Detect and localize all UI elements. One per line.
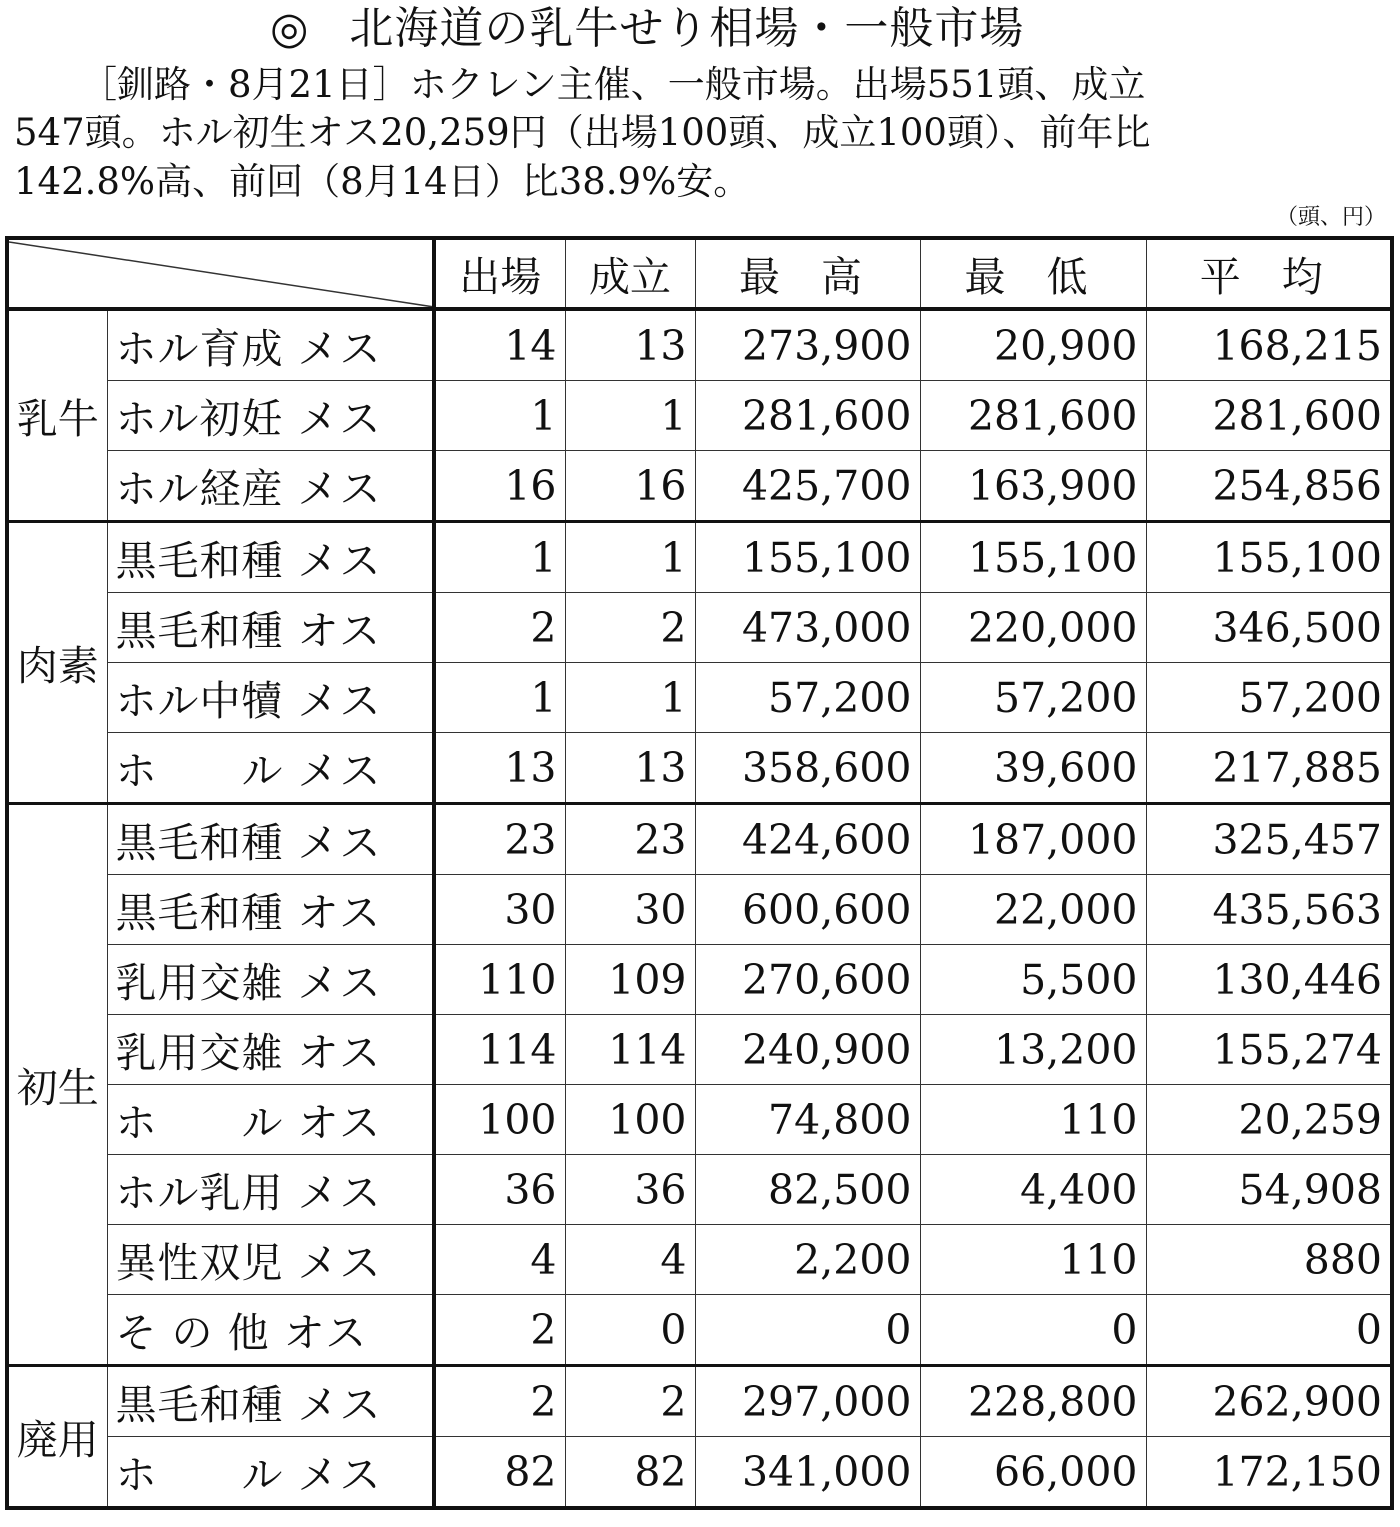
seiritsu-cell: 1 xyxy=(565,522,695,593)
category-cell: 廃用 xyxy=(7,1366,107,1509)
table-row xyxy=(7,663,1392,733)
max-cell: 2,200 xyxy=(695,1225,920,1295)
min-cell: 155,100 xyxy=(920,522,1146,593)
unit-note: （頭、円） xyxy=(1275,205,1386,230)
avg-cell: 254,856 xyxy=(1146,451,1392,522)
seiritsu-cell: 23 xyxy=(565,804,695,875)
max-cell: 270,600 xyxy=(695,945,920,1015)
group-2 xyxy=(7,804,1392,1366)
max-cell: 155,100 xyxy=(695,522,920,593)
shutsujo-cell: 1 xyxy=(434,522,565,593)
shutsujo-cell: 2 xyxy=(434,1295,565,1366)
item-cell: 黒毛和種 メス xyxy=(107,1366,434,1437)
min-cell: 163,900 xyxy=(920,451,1146,522)
min-cell: 4,400 xyxy=(920,1155,1146,1225)
item-cell: ホ ル メス xyxy=(107,733,434,804)
min-cell: 220,000 xyxy=(920,593,1146,663)
item-cell: ホル中犢 メス xyxy=(107,663,434,733)
avg-cell: 20,259 xyxy=(1146,1085,1392,1155)
title-mark-icon: ◎ xyxy=(270,3,310,54)
shutsujo-cell: 16 xyxy=(434,451,565,522)
max-cell: 57,200 xyxy=(695,663,920,733)
table-row xyxy=(7,1155,1392,1225)
category-cell: 乳牛 xyxy=(7,309,107,522)
header-avg: 平 均 xyxy=(1146,238,1392,309)
shutsujo-cell: 14 xyxy=(434,309,565,381)
seiritsu-cell: 109 xyxy=(565,945,695,1015)
category-cell: 肉素 xyxy=(7,522,107,804)
header-row xyxy=(7,238,1392,309)
avg-cell: 281,600 xyxy=(1146,381,1392,451)
table-row xyxy=(7,1437,1392,1509)
shutsujo-cell: 36 xyxy=(434,1155,565,1225)
group-1 xyxy=(7,522,1392,804)
seiritsu-cell: 114 xyxy=(565,1015,695,1085)
avg-cell: 57,200 xyxy=(1146,663,1392,733)
header-min: 最 低 xyxy=(920,238,1146,309)
shutsujo-cell: 82 xyxy=(434,1437,565,1509)
item-cell: ホ ル メス xyxy=(107,1437,434,1509)
seiritsu-cell: 82 xyxy=(565,1437,695,1509)
avg-cell: 0 xyxy=(1146,1295,1392,1366)
min-cell: 57,200 xyxy=(920,663,1146,733)
shutsujo-cell: 30 xyxy=(434,875,565,945)
group-0 xyxy=(7,309,1392,522)
item-cell: 異性双児 メス xyxy=(107,1225,434,1295)
table-row xyxy=(7,381,1392,451)
item-cell: そ の 他 オス xyxy=(107,1295,434,1366)
header-corner-cell xyxy=(7,238,434,309)
item-cell: ホル経産 メス xyxy=(107,451,434,522)
seiritsu-cell: 13 xyxy=(565,733,695,804)
shutsujo-cell: 2 xyxy=(434,1366,565,1437)
table-row xyxy=(7,1366,1392,1437)
shutsujo-cell: 1 xyxy=(434,381,565,451)
min-cell: 66,000 xyxy=(920,1437,1146,1509)
lead-line-1-text: ［釧路・8月21日］ホクレン主催、一般市場。出場551頭、成立 xyxy=(80,63,1146,106)
table-row xyxy=(7,945,1392,1015)
max-cell: 341,000 xyxy=(695,1437,920,1509)
shutsujo-cell: 4 xyxy=(434,1225,565,1295)
avg-cell: 346,500 xyxy=(1146,593,1392,663)
avg-cell: 325,457 xyxy=(1146,804,1392,875)
shutsujo-cell: 23 xyxy=(434,804,565,875)
table-row xyxy=(7,875,1392,945)
header-max: 最 高 xyxy=(695,238,920,309)
min-cell: 0 xyxy=(920,1295,1146,1366)
item-cell: 黒毛和種 メス xyxy=(107,522,434,593)
table-row xyxy=(7,522,1392,593)
min-cell: 110 xyxy=(920,1225,1146,1295)
diagonal-divider xyxy=(9,240,434,307)
lead-paragraph-line-1 xyxy=(14,60,1386,110)
seiritsu-cell: 2 xyxy=(565,1366,695,1437)
table-row xyxy=(7,1085,1392,1155)
max-cell: 473,000 xyxy=(695,593,920,663)
title-text: 北海道の乳牛せり相場・一般市場 xyxy=(349,3,1025,54)
shutsujo-cell: 110 xyxy=(434,945,565,1015)
min-cell: 187,000 xyxy=(920,804,1146,875)
max-cell: 424,600 xyxy=(695,804,920,875)
item-cell: 黒毛和種 オス xyxy=(107,875,434,945)
item-cell: 乳用交雑 オス xyxy=(107,1015,434,1085)
category-cell: 初生 xyxy=(7,804,107,1366)
max-cell: 240,900 xyxy=(695,1015,920,1085)
table-row xyxy=(7,1015,1392,1085)
seiritsu-cell: 30 xyxy=(565,875,695,945)
seiritsu-cell: 1 xyxy=(565,663,695,733)
avg-cell: 155,274 xyxy=(1146,1015,1392,1085)
seiritsu-cell: 36 xyxy=(565,1155,695,1225)
table-row xyxy=(7,451,1392,522)
article-title xyxy=(270,0,1170,58)
table-row xyxy=(7,1225,1392,1295)
item-cell: 黒毛和種 メス xyxy=(107,804,434,875)
item-cell: ホル乳用 メス xyxy=(107,1155,434,1225)
avg-cell: 155,100 xyxy=(1146,522,1392,593)
lead-paragraph-line-3: 142.8%高、前回（8月14日）比38.9%安。 xyxy=(14,160,751,203)
min-cell: 39,600 xyxy=(920,733,1146,804)
shutsujo-cell: 2 xyxy=(434,593,565,663)
max-cell: 273,900 xyxy=(695,309,920,381)
table-row xyxy=(7,593,1392,663)
header-shutsujo: 出場 xyxy=(434,238,565,309)
max-cell: 82,500 xyxy=(695,1155,920,1225)
min-cell: 20,900 xyxy=(920,309,1146,381)
max-cell: 0 xyxy=(695,1295,920,1366)
item-cell: ホ ル オス xyxy=(107,1085,434,1155)
max-cell: 425,700 xyxy=(695,451,920,522)
table-row xyxy=(7,804,1392,875)
seiritsu-cell: 2 xyxy=(565,593,695,663)
table-row xyxy=(7,1295,1392,1366)
min-cell: 5,500 xyxy=(920,945,1146,1015)
avg-cell: 880 xyxy=(1146,1225,1392,1295)
seiritsu-cell: 1 xyxy=(565,381,695,451)
avg-cell: 172,150 xyxy=(1146,1437,1392,1509)
group-3 xyxy=(7,1366,1392,1509)
min-cell: 281,600 xyxy=(920,381,1146,451)
table-row xyxy=(7,733,1392,804)
shutsujo-cell: 100 xyxy=(434,1085,565,1155)
min-cell: 228,800 xyxy=(920,1366,1146,1437)
avg-cell: 262,900 xyxy=(1146,1366,1392,1437)
header-seiritsu: 成立 xyxy=(565,238,695,309)
seiritsu-cell: 100 xyxy=(565,1085,695,1155)
min-cell: 110 xyxy=(920,1085,1146,1155)
avg-cell: 217,885 xyxy=(1146,733,1392,804)
avg-cell: 130,446 xyxy=(1146,945,1392,1015)
avg-cell: 168,215 xyxy=(1146,309,1392,381)
market-price-table xyxy=(5,236,1394,1510)
avg-cell: 435,563 xyxy=(1146,875,1392,945)
min-cell: 22,000 xyxy=(920,875,1146,945)
max-cell: 74,800 xyxy=(695,1085,920,1155)
shutsujo-cell: 1 xyxy=(434,663,565,733)
item-cell: 乳用交雑 メス xyxy=(107,945,434,1015)
max-cell: 281,600 xyxy=(695,381,920,451)
seiritsu-cell: 16 xyxy=(565,451,695,522)
max-cell: 297,000 xyxy=(695,1366,920,1437)
shutsujo-cell: 13 xyxy=(434,733,565,804)
min-cell: 13,200 xyxy=(920,1015,1146,1085)
seiritsu-cell: 4 xyxy=(565,1225,695,1295)
table-row xyxy=(7,309,1392,381)
avg-cell: 54,908 xyxy=(1146,1155,1392,1225)
lead-paragraph-line-2: 547頭。ホル初生オス20,259円（出場100頭、成立100頭）、前年比 xyxy=(14,111,1151,154)
item-cell: 黒毛和種 オス xyxy=(107,593,434,663)
item-cell: ホル育成 メス xyxy=(107,309,434,381)
seiritsu-cell: 13 xyxy=(565,309,695,381)
max-cell: 600,600 xyxy=(695,875,920,945)
item-cell: ホル初妊 メス xyxy=(107,381,434,451)
shutsujo-cell: 114 xyxy=(434,1015,565,1085)
max-cell: 358,600 xyxy=(695,733,920,804)
seiritsu-cell: 0 xyxy=(565,1295,695,1366)
